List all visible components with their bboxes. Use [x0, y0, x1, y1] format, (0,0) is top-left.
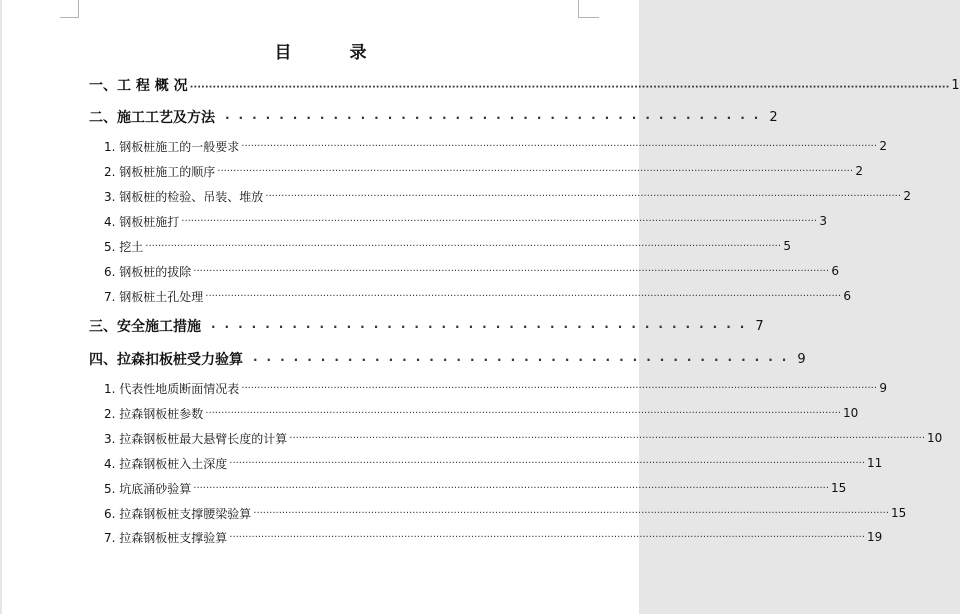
toc-entry[interactable] — [104, 379, 888, 397]
toc-entry[interactable] — [104, 262, 840, 280]
toc-entry[interactable] — [89, 348, 806, 370]
leader-dots: ········································································································································································································ — [265, 191, 902, 202]
toc-entry-label: 二、施工工艺及方法 — [89, 110, 215, 126]
toc-entry-label: 7. 拉森钢板桩支撑验算 — [104, 530, 228, 545]
toc-entry-label: 一、工 程 概 况 — [89, 78, 188, 94]
toc-entry-label: 3. 钢板桩的检验、吊装、堆放 — [104, 189, 264, 204]
leader-dots: ········································································································································································································ — [253, 508, 890, 519]
toc-entry-page: 11 — [867, 456, 883, 470]
toc-entry-label: 四、拉森扣板桩受力验算 — [89, 352, 243, 368]
toc-entry-page: 6 — [831, 264, 840, 278]
toc-entry-page: 7 — [755, 318, 764, 334]
toc-entry-page: 2 — [855, 164, 864, 178]
leader-dots: ········································································································································································································ — [241, 383, 878, 394]
toc-entry[interactable] — [104, 287, 852, 305]
toc-entry[interactable] — [104, 528, 883, 546]
toc-entry-label: 3. 拉森钢板桩最大悬臂长度的计算 — [104, 431, 288, 446]
leader-dots: ········································ — [225, 111, 768, 125]
toc-entry-page: 2 — [903, 189, 912, 203]
toc-entry-label: 4. 钢板桩施打 — [104, 214, 180, 229]
leader-dots: ········································ — [211, 320, 754, 334]
toc-title: 目 录 — [274, 43, 393, 63]
toc-entry[interactable] — [104, 479, 847, 497]
toc-entry-label: 2. 拉森钢板桩参数 — [104, 406, 204, 421]
leader-dots: ········································································································································································································ — [229, 532, 866, 543]
leader-dots: ········································································································································································································ — [217, 166, 854, 177]
toc-entry[interactable] — [104, 162, 864, 180]
toc-entry-page: 1 — [951, 77, 960, 93]
leader-dots: ········································································································································································································ — [205, 408, 842, 419]
toc-entry-label: 4. 拉森钢板桩入土深度 — [104, 456, 228, 471]
toc-entry-page: 10 — [843, 406, 859, 420]
toc-entry-page: 3 — [819, 214, 828, 228]
toc-entry-page: 15 — [891, 506, 907, 520]
leader-dots: ········································································································································································································ — [189, 82, 950, 93]
toc-entry-label: 三、安全施工措施 — [89, 319, 201, 335]
toc-entry-label: 5. 坑底涌砂验算 — [104, 481, 192, 496]
toc-entry[interactable] — [104, 237, 792, 255]
leader-dots: ········································································································································································································ — [193, 266, 830, 277]
toc-entry[interactable] — [104, 137, 888, 155]
toc-entry-label: 1. 代表性地质断面情况表 — [104, 381, 240, 396]
leader-dots: ········································ — [253, 353, 796, 367]
leader-dots: ········································································································································································································ — [289, 433, 926, 444]
leader-dots: ········································································································································································································ — [181, 216, 818, 227]
toc-entry[interactable] — [104, 504, 907, 522]
toc-entry[interactable] — [89, 74, 960, 96]
toc-entry-page: 15 — [831, 481, 847, 495]
toc-entry-page: 2 — [879, 139, 888, 153]
toc-entry-label: 6. 拉森钢板桩支撑腰梁验算 — [104, 506, 252, 521]
toc-entry-label: 1. 钢板桩施工的一般要求 — [104, 139, 240, 154]
toc-entry-page: 6 — [843, 289, 852, 303]
leader-dots: ········································································································································································································ — [229, 458, 866, 469]
toc-entry[interactable] — [104, 429, 943, 447]
toc-entry[interactable] — [104, 212, 828, 230]
leader-dots: ········································································································································································································ — [205, 291, 842, 302]
toc-entry-page: 10 — [927, 431, 943, 445]
toc-entry-label: 7. 钢板桩土孔处理 — [104, 289, 204, 304]
toc-entry[interactable] — [104, 404, 859, 422]
toc-entry[interactable] — [89, 106, 778, 128]
toc-entry-label: 5. 挖土 — [104, 239, 144, 254]
toc-entry-label: 6. 钢板桩的拔除 — [104, 264, 192, 279]
leader-dots: ········································································································································································································ — [145, 241, 782, 252]
toc-entry-page: 9 — [797, 351, 806, 367]
leader-dots: ········································································································································································································ — [241, 141, 878, 152]
toc-entry[interactable] — [89, 315, 764, 337]
leader-dots: ········································································································································································································ — [193, 483, 830, 494]
toc-entry-page: 9 — [879, 381, 888, 395]
toc-entry-label: 2. 钢板桩施工的顺序 — [104, 164, 216, 179]
toc-entry[interactable] — [104, 454, 883, 472]
toc-entry[interactable] — [104, 187, 912, 205]
toc-entry-page: 19 — [867, 530, 883, 544]
toc-entry-page: 5 — [783, 239, 792, 253]
toc-entry-page: 2 — [769, 109, 778, 125]
